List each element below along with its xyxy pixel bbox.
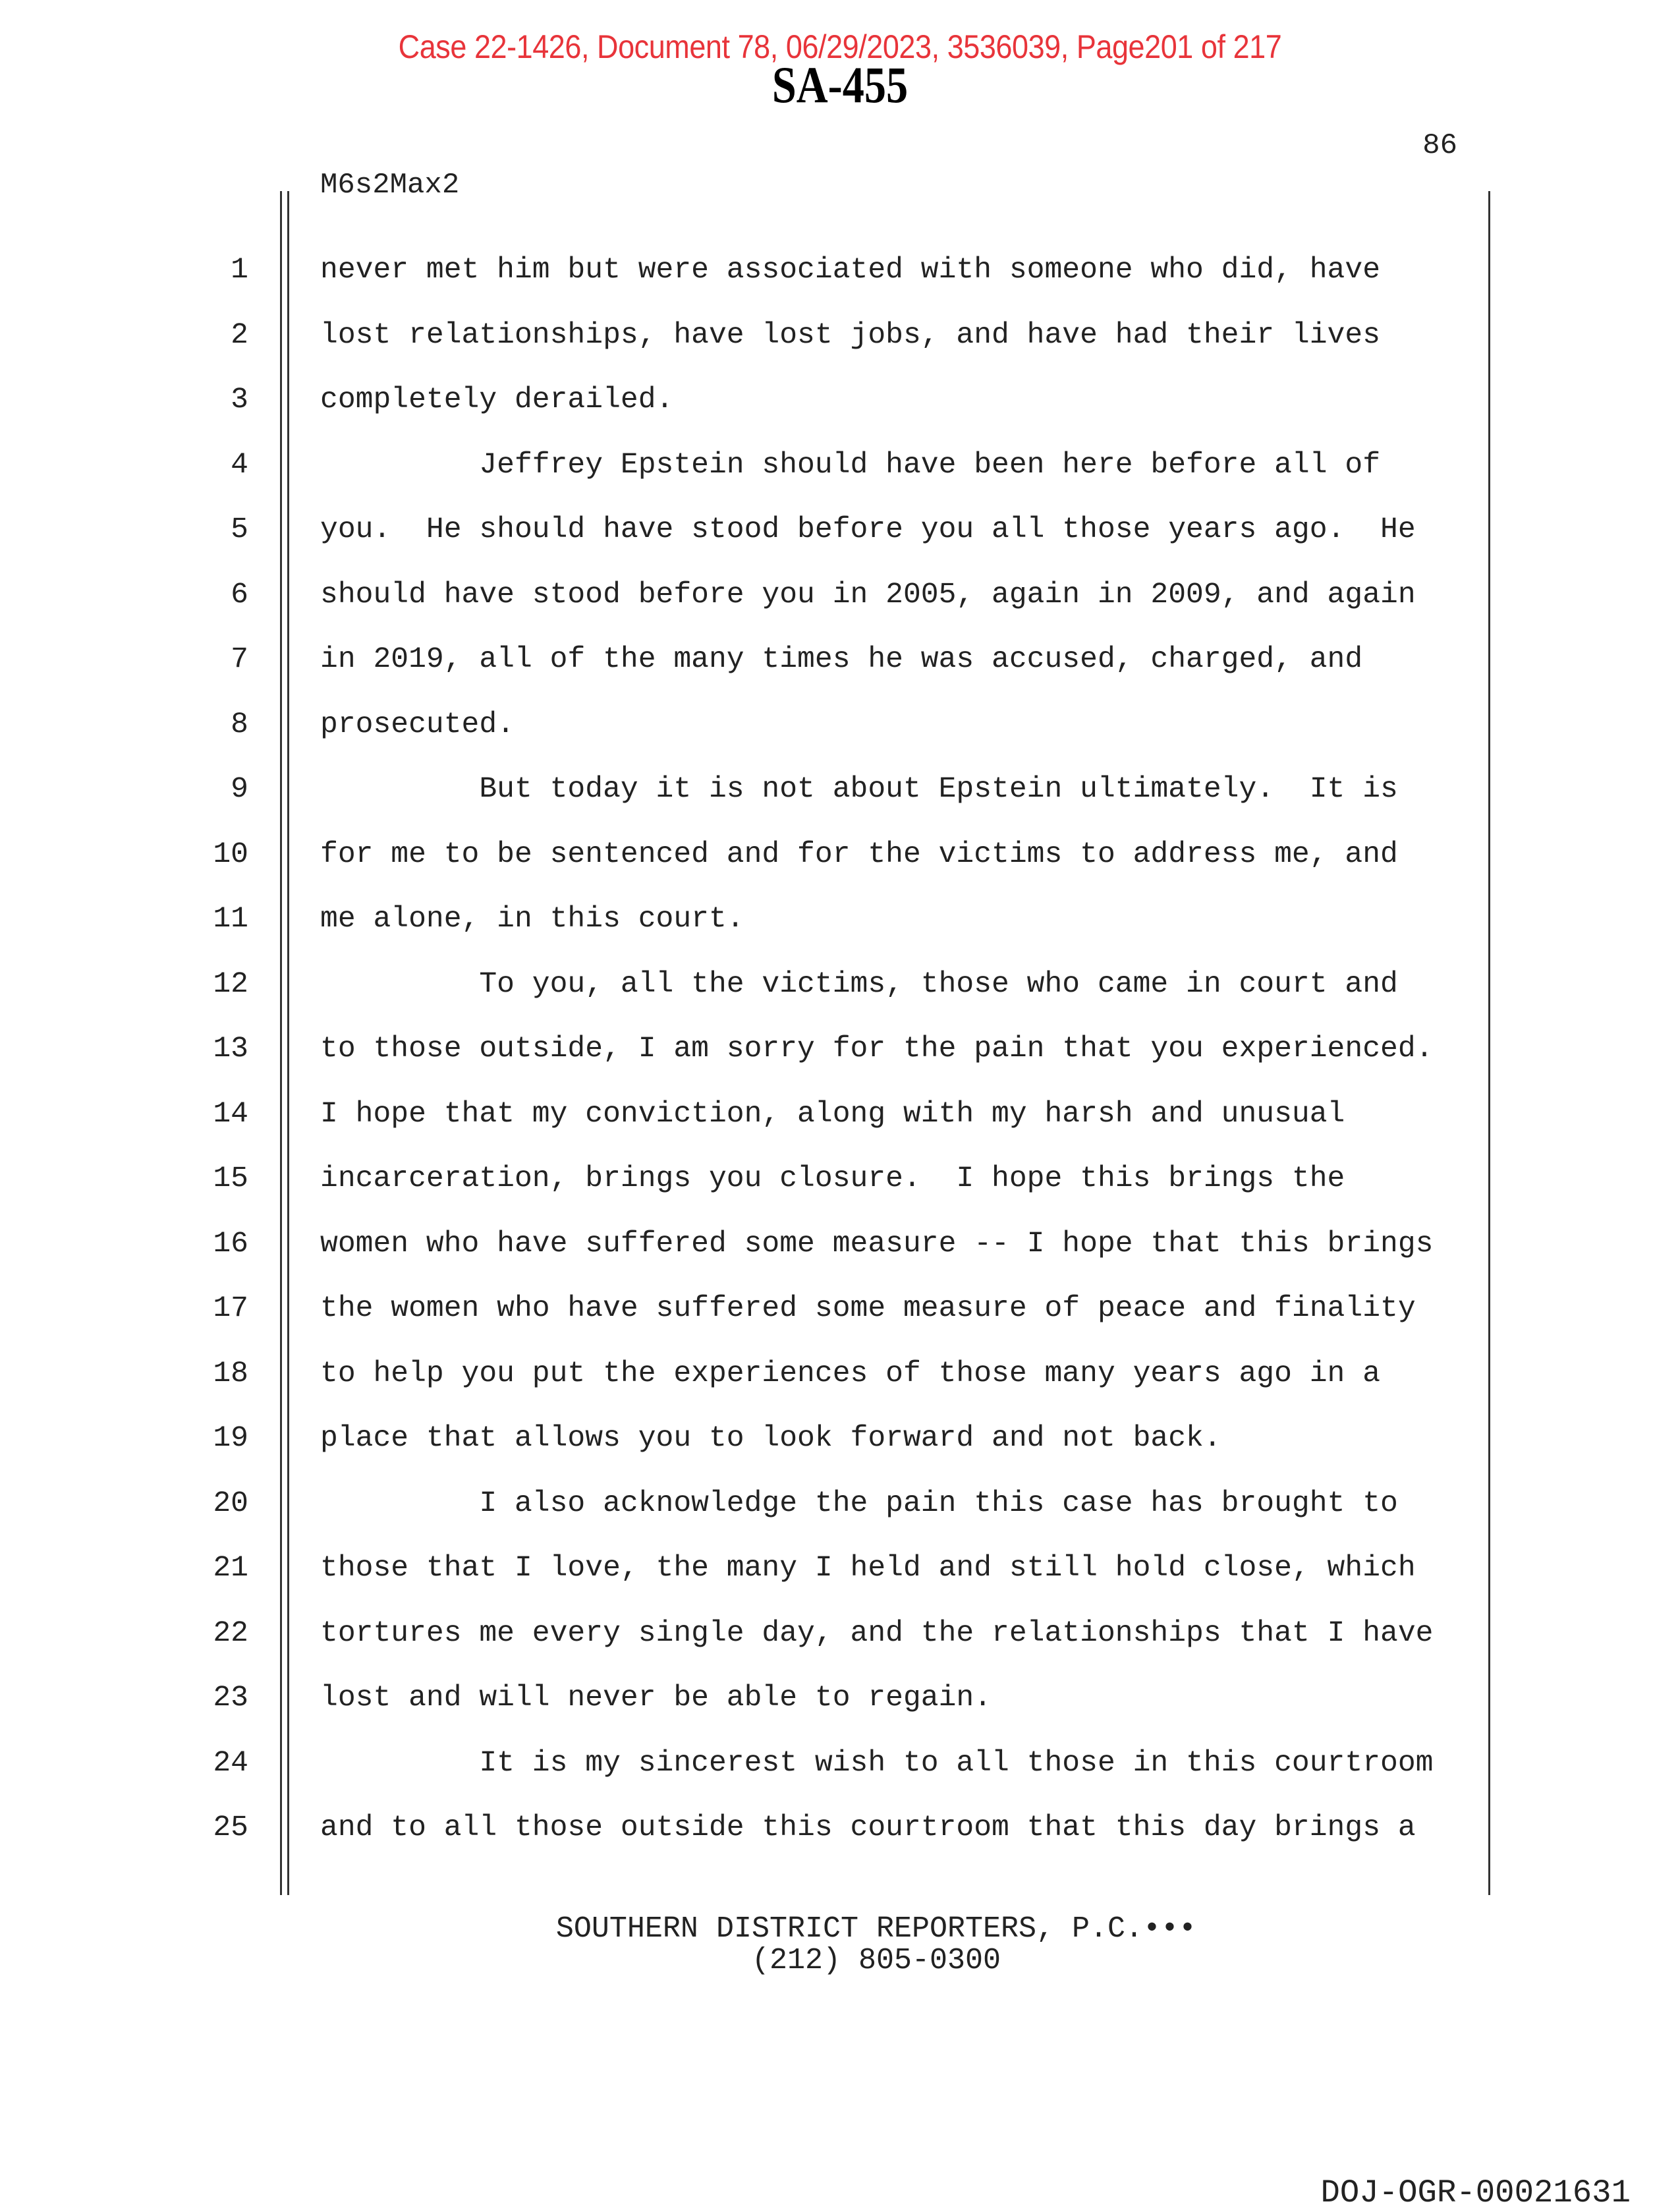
line-number: 18	[213, 1357, 248, 1390]
line-text: To you, all the victims, those who came in court and	[320, 967, 1398, 1001]
line-number: 7	[231, 643, 248, 676]
transcript-line	[0, 1747, 1680, 1786]
line-number: 4	[231, 448, 248, 482]
line-number: 1	[231, 254, 248, 287]
transcript-line	[0, 1422, 1680, 1461]
transcript-line	[0, 254, 1680, 293]
sa-page-label: SA-455	[771, 56, 909, 113]
line-number: 24	[213, 1746, 248, 1780]
document-id: M6s2Max2	[320, 169, 460, 202]
transcript-line	[0, 708, 1680, 748]
line-text: never met him but were associated with someone who did, have	[320, 254, 1381, 287]
transcript-line	[0, 1357, 1680, 1397]
case-header-stamp: Case 22-1426, Document 78, 06/29/2023, 3536039, Page201 of 217	[398, 28, 1282, 65]
line-number: 3	[231, 383, 248, 416]
line-number: 14	[213, 1097, 248, 1131]
transcript-line	[0, 1098, 1680, 1137]
line-text: incarceration, brings you closure. I hope this brings the	[320, 1162, 1345, 1195]
bates-number: DOJ-OGR-00021631	[1320, 2174, 1631, 2211]
footer-reporter: SOUTHERN DISTRICT REPORTERS, P.C.•••	[555, 1912, 1197, 1946]
transcript-line	[0, 1617, 1680, 1657]
line-text: me alone, in this court.	[320, 903, 744, 936]
transcript-line	[0, 643, 1680, 683]
transcript-line	[0, 1552, 1680, 1591]
line-number: 23	[213, 1682, 248, 1715]
line-number: 5	[231, 513, 248, 546]
line-number: 6	[231, 578, 248, 611]
transcript-line	[0, 383, 1680, 423]
transcript-line	[0, 1811, 1680, 1851]
line-text: But today it is not about Epstein ultimately. It is	[320, 773, 1398, 806]
line-text: It is my sincerest wish to all those in this courtroom	[320, 1746, 1434, 1780]
line-text: should have stood before you in 2005, again in 2009, and again	[320, 578, 1416, 611]
transcript-line	[0, 1487, 1680, 1527]
transcript-line	[0, 319, 1680, 358]
line-text: lost relationships, have lost jobs, and have had their lives	[320, 318, 1381, 352]
line-text: Jeffrey Epstein should have been here before all of	[320, 448, 1381, 482]
transcript-line	[0, 513, 1680, 553]
line-text: the women who have suffered some measure of peace and finality	[320, 1292, 1416, 1325]
line-number: 25	[213, 1811, 248, 1844]
line-text: I also acknowledge the pain this case has brought to	[320, 1487, 1398, 1520]
line-text: to help you put the experiences of those many years ago in a	[320, 1357, 1381, 1390]
line-text: tortures me every single day, and the relationships that I have	[320, 1616, 1434, 1650]
line-number: 19	[213, 1422, 248, 1455]
transcript-line	[0, 968, 1680, 1007]
transcript-line	[0, 1162, 1680, 1202]
transcript-line	[0, 1682, 1680, 1721]
line-number: 21	[213, 1552, 248, 1585]
line-number: 10	[213, 837, 248, 871]
transcript-line	[0, 1228, 1680, 1267]
line-text: completely derailed.	[320, 383, 674, 416]
transcript-line	[0, 449, 1680, 488]
page-number: 86	[1422, 129, 1457, 162]
footer-phone: (212) 805-0300	[751, 1944, 1001, 1977]
transcript-line	[0, 903, 1680, 942]
line-number: 15	[213, 1162, 248, 1195]
line-text: prosecuted.	[320, 708, 515, 741]
line-number: 22	[213, 1616, 248, 1650]
line-text: lost and will never be able to regain.	[320, 1682, 992, 1715]
line-number: 20	[213, 1487, 248, 1520]
line-text: you. He should have stood before you all those years ago. He	[320, 513, 1416, 546]
line-text: those that I love, the many I held and still hold close, which	[320, 1552, 1416, 1585]
line-text: and to all those outside this courtroom that this day brings a	[320, 1811, 1416, 1844]
transcript-line	[0, 773, 1680, 812]
line-number: 11	[213, 903, 248, 936]
line-number: 13	[213, 1033, 248, 1065]
line-number: 9	[231, 773, 248, 806]
transcript-line	[0, 1292, 1680, 1332]
line-text: for me to be sentenced and for the victims to address me, and	[320, 837, 1398, 871]
line-number: 8	[231, 708, 248, 741]
line-number: 12	[213, 967, 248, 1001]
line-number: 16	[213, 1227, 248, 1261]
line-text: place that allows you to look forward and not back.	[320, 1422, 1221, 1455]
line-text: women who have suffered some measure -- I hope that this brings	[320, 1227, 1434, 1261]
line-text: to those outside, I am sorry for the pain that you experienced.	[320, 1033, 1434, 1065]
transcript-line	[0, 1033, 1680, 1072]
transcript-line	[0, 838, 1680, 878]
line-number: 2	[231, 318, 248, 352]
transcript-line	[0, 579, 1680, 618]
line-text: in 2019, all of the many times he was accused, charged, and	[320, 643, 1363, 676]
line-text: I hope that my conviction, along with my harsh and unusual	[320, 1097, 1345, 1131]
line-number: 17	[213, 1292, 248, 1325]
